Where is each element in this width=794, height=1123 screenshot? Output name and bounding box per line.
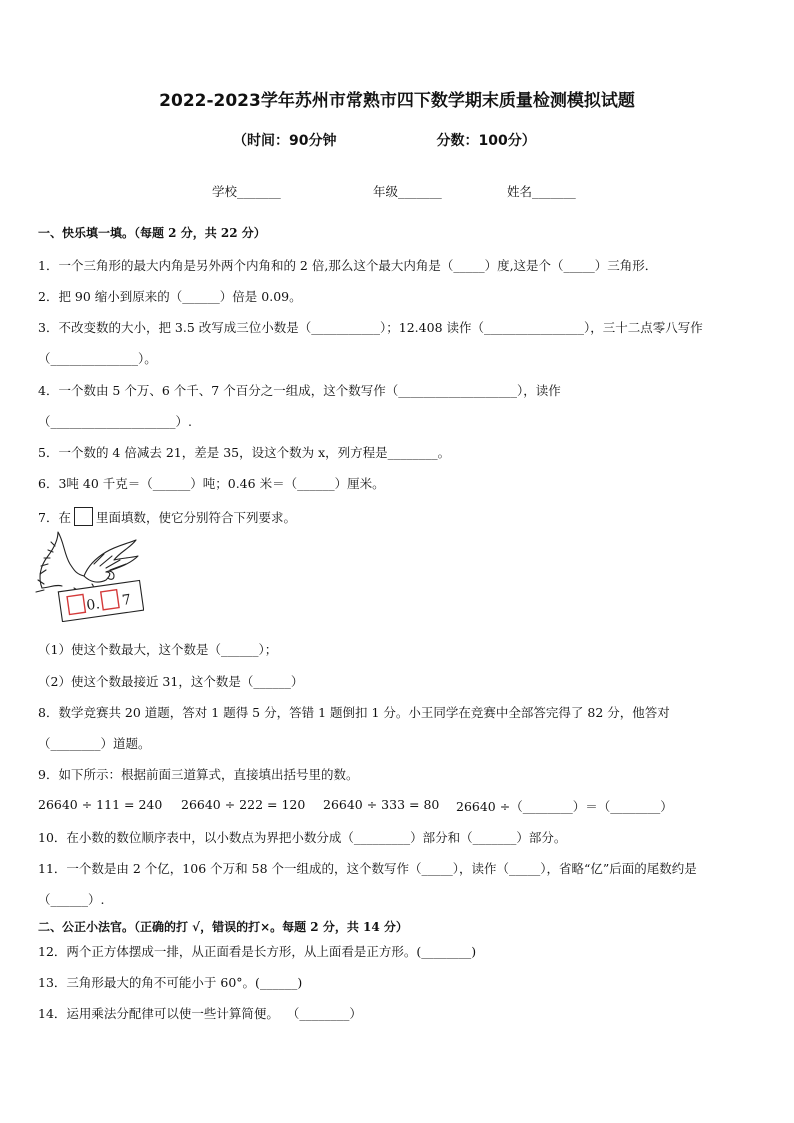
grade-field[interactable]: 年级_______ (373, 184, 442, 199)
equation-1: 26640 ÷ 111 = 240 (38, 797, 163, 812)
question-9: 9．如下所示：根据前面三道算式，直接填出括号里的数。 (38, 767, 359, 782)
blank-box-icon (74, 507, 93, 526)
question-2: 2．把 90 缩小到原来的（______）倍是 0.09。 (38, 289, 302, 304)
question-3-continued: （______________）。 (38, 351, 157, 366)
question-11: 11．一个数是由 2 个亿，106 个万和 58 个一组成的，这个数写作（_____），读作（_____），省略“亿”后面的尾数约是 (38, 861, 697, 876)
section-heading-true-false: 二、公正小法官。（正确的打 √，错误的打×。每题 2 分，共 14 分） (38, 920, 408, 934)
question-7-part-1: （1）使这个数最大，这个数是（______）； (38, 642, 278, 657)
question-7-part-2: （2）使这个数最接近 31，这个数是（______） (38, 674, 304, 689)
equation-3: 26640 ÷ 333 = 80 (323, 797, 440, 812)
question-5: 5．一个数的 4 倍减去 21，差是 35，设这个数为 x，列方程是________。 (38, 445, 451, 460)
sign-decimal-text: 0. (85, 596, 101, 614)
time-label: （时间：90分钟 (233, 133, 337, 149)
sign-seven-text: 7 (121, 591, 133, 609)
bird-holding-sign-illustration (34, 530, 144, 622)
name-field[interactable]: 姓名_______ (507, 184, 576, 199)
question-13: 13．三角形最大的角不可能小于 60°。(______) (38, 975, 303, 990)
question-1: 1．一个三角形的最大内角是另外两个内角和的 2 倍,那么这个最大内角是（_____）度,这是个（_____）三角形． (38, 258, 658, 273)
section-heading-fill-in: 一、快乐填一填。（每题 2 分，共 22 分） (38, 226, 266, 240)
question-8: 8．数学竞赛共 20 道题，答对 1 题得 5 分，答错 1 题倒扣 1 分。小王同学在竞赛中全部答完得了 82 分，他答对 (38, 705, 670, 720)
question-4-continued: （____________________）. (38, 414, 192, 429)
equation-2: 26640 ÷ 222 = 120 (181, 797, 306, 812)
question-14: 14．运用乘法分配律可以使一些计算简便。 （________） (38, 1006, 362, 1021)
question-4: 4．一个数由 5 个万、6 个千、7 个百分之一组成，这个数写作（___________________），读作 (38, 383, 561, 398)
question-11-continued: （______）. (38, 892, 105, 907)
question-7 (38, 507, 296, 526)
page-title: 2022-2023学年苏州市常熟市四下数学期末质量检测模拟试题 (159, 91, 635, 111)
question-12: 12．两个正方体摆成一排，从正面看是长方形，从上面看是正方形。(________) (38, 944, 477, 959)
question-7-prefix: 7．在 (38, 510, 71, 525)
question-3: 3．不改变数的大小，把 3.5 改写成三位小数是（___________）；12.408 读作（________________），三十二点零八写作 (38, 320, 703, 335)
school-field[interactable]: 学校_______ (212, 184, 281, 199)
equation-4: 26640 ÷（________）＝（________） (456, 799, 673, 814)
score-label: 分数：100分） (436, 133, 536, 149)
question-6: 6．3吨 40 千克＝（______）吨；0.46 米＝（______）厘米。 (38, 476, 385, 491)
question-7-suffix: 里面填数，使它分别符合下列要求。 (95, 510, 296, 525)
question-8-continued: （________）道题。 (38, 736, 151, 751)
exam-meta (233, 130, 633, 150)
question-10: 10．在小数的数位顺序表中，以小数点为界把小数分成（_________）部分和（_______）部分。 (38, 830, 567, 845)
